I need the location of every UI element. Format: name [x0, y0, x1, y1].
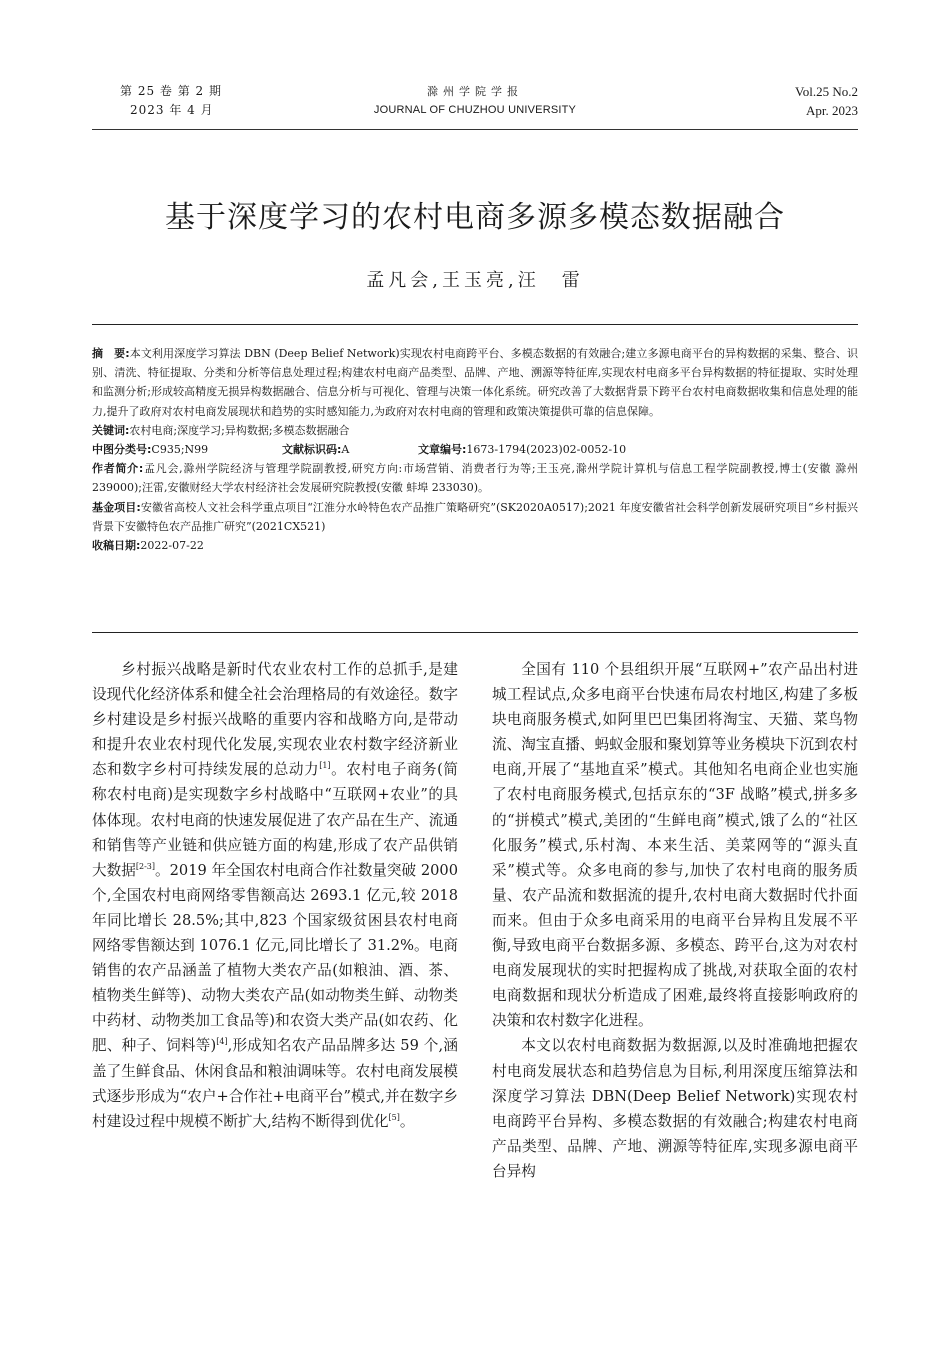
- running-header: [92, 82, 858, 122]
- citation-ref: [5]: [388, 1112, 400, 1122]
- abstract-label: 摘 要:: [92, 347, 130, 360]
- volume-month: Apr. 2023: [806, 103, 858, 118]
- fund: [92, 498, 858, 536]
- abstract-top-rule: [92, 324, 858, 325]
- article-number: 1673-1794(2023)02-0052-10: [466, 443, 627, 457]
- body-column-left: [92, 657, 458, 1134]
- body-text: 。2019 年全国农村电商合作社数量突破 2000 个,全国农村电商网络零售额高达 2693.1 亿元,较 2018 年同比增长 28.5%;其中,823 个国家级贫困县农村电商网络零售额达到 1076.1 亿元,同比增长了 31.2%。电商销售的农产品涵盖了植物大类农产品(如粮油、酒、茶、植物类生鲜等)、动物大类农产品(如动物类生鲜、动物类中药材、动物类加工食品等)和农资大类产品(如农药、化肥、种子、饲料等): [92, 861, 458, 1055]
- journal-name-cn: 滁州学院学报: [427, 85, 523, 98]
- citation-ref: [1]: [319, 761, 331, 771]
- paper-authors: 孟凡会,王玉亮,汪 雷: [366, 270, 584, 291]
- body-text: ,形成知名农产品品牌多达 59 个,涵盖了生鲜食品、休闲食品和粮油调味等。农村电商发展模式逐步形成为“农户+合作社+电商平台”模式,并在数字乡村建设过程中规模不断扩大,结构不断得到优化: [92, 1037, 458, 1130]
- volume-number: Vol.25 No.2: [795, 84, 858, 99]
- body-text: 。农村电子商务(简称农村电商)是实现数字乡村战略中“互联网+农业”的具体体现。农村电商的快速发展促进了农产品在生产、流通和销售等产业链和供应链方面的构建,形成了农产品供销大数据: [92, 761, 458, 879]
- citation-ref: [4]: [216, 1037, 228, 1047]
- issue-number: 第 25 卷 第 2 期: [120, 84, 222, 98]
- citation-ref: [2-3]: [135, 861, 155, 871]
- author-bio-label: 作者简介:: [92, 462, 144, 476]
- fund-label: 基金项目:: [92, 500, 141, 514]
- fund-text: 安徽省高校人文社会科学重点项目“江淮分水岭特色农产品推广策略研究”(SK2020A0517);2021 年度安徽省社会科学创新发展研究项目“乡村振兴背景下安徽特色农产品推广研究”(2021CX521): [92, 500, 858, 533]
- abstract-block: [92, 344, 858, 555]
- received-text: 2022-07-22: [140, 539, 204, 553]
- paper-title: 基于深度学习的农村电商多源多模态数据融合: [165, 200, 785, 235]
- body-text: 乡村振兴战略是新时代农业农村工作的总抓手,是建设现代化经济体系和健全社会治理格局的有效途径。数字乡村建设是乡村振兴战略的重要内容和战略方向,是带动和提升农业农村现代化发展,实现农业农村数字经济新业态和数字乡村可持续发展的总动力: [92, 661, 458, 779]
- abstract-bottom-rule: [92, 632, 858, 633]
- keywords-label: 关键词:: [92, 423, 130, 437]
- journal-name-en: JOURNAL OF CHUZHOU UNIVERSITY: [373, 104, 577, 116]
- doc-code: A: [341, 443, 350, 457]
- header-journal-name: [92, 82, 858, 120]
- keywords: [92, 421, 858, 440]
- body-paragraph: 本文以农村电商数据为数据源,以及时准确地把握农村电商发展状态和趋势信息为目标,利用深度压缩算法和深度学习算法 DBN(Deep Belief Network)实现农村电商跨平台异构、多模态数据的有效融合;构建农村电商产品类型、品牌、产地、溯源等特征库,实现多源电商平台异构: [492, 1037, 858, 1180]
- received-label: 收稿日期:: [92, 539, 141, 553]
- abstract: [92, 344, 858, 421]
- header-volume-info: [795, 82, 858, 120]
- author-bio: [92, 459, 858, 497]
- body-paragraph: 全国有 110 个县组织开展“互联网+”农产品出村进城工程试点,众多电商平台快速布局农村地区,构建了多板块电商服务模式,如阿里巴巴集团将淘宝、天猫、菜鸟物流、淘宝直播、蚂蚁金服和聚划算等业务模块下沉到农村电商,开展了“基地直采”模式。其他知名电商企业也实施了农村电商服务模式,包括京东的“3F 战略”模式,拼多多的“拼模式”模式,美团的“生鲜电商”模式,饿了么的“社区化服务”模式,乐村淘、本来生活、美菜网等的“源头直采”模式等。众多电商的参与,加快了农村电商的服务质量、农产品流和数据流的提升,农村电商大数据时代扑面而来。但由于众多电商采用的电商平台异构且发展不平衡,导致电商平台数据多源、多模态、跨平台,这为对农村电商发展现状的实时把握构成了挑战,对获取全面的农村电商数据和现状分析造成了困难,最终将直接影响政府的决策和农村数字化进程。: [492, 661, 858, 1030]
- body-paragraph: [92, 657, 458, 1134]
- keywords-text: 农村电商;深度学习;异构数据;多模态数据融合: [129, 423, 350, 437]
- article-number-label: 文章编号:: [418, 443, 467, 457]
- clc-label: 中图分类号:: [92, 443, 152, 457]
- received-date: [92, 536, 858, 555]
- clc-code: C935;N99: [151, 443, 209, 457]
- body-column-right: [492, 657, 858, 1184]
- abstract-text: 本文利用深度学习算法 DBN (Deep Belief Network)实现农村电商跨平台、多模态数据的有效融合;建立多源电商平台的异构数据的采集、整合、识别、清洗、特征提取、分类和分析等信息处理过程;构建农村电商产品类型、品牌、产地、溯源等特征库,实现农村电商多平台异构数据的特征提取、实时处理和监测分析;形成较高精度无损异构数据融合、信息分析与可视化、管理与决策一体化系统。研究改善了大数据背景下跨平台农村电商数据收集和信息处理的能力,提升了政府对农村电商发展现状和趋势的实时感知能力,为政府对农村电商的管理和政策决策提供可靠的信息保障。: [92, 347, 858, 418]
- doc-code-label: 文献标识码:: [282, 443, 342, 457]
- classification-line: [92, 440, 858, 459]
- issue-date: 2023 年 4 月: [130, 103, 214, 117]
- author-bio-text: 孟凡会,滁州学院经济与管理学院副教授,研究方向:市场营销、消费者行为等;王玉亮,滁州学院计算机与信息工程学院副教授,博士(安徽 滁州 239000);汪雷,安徽财经大学农村经济社会发展研究院教授(安徽 蚌埠 233030)。: [92, 462, 858, 495]
- header-divider: [92, 129, 858, 130]
- body-text: 。: [399, 1112, 415, 1130]
